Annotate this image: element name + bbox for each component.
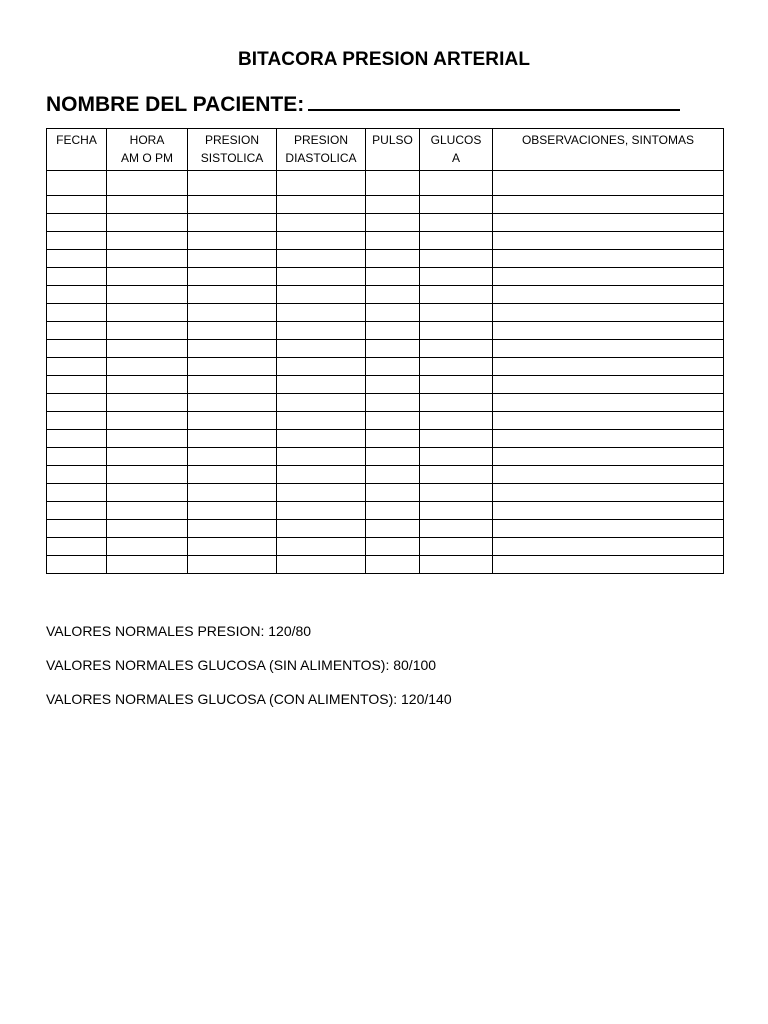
table-row	[47, 430, 724, 448]
table-row	[47, 358, 724, 376]
table-cell-glucosa[interactable]	[420, 430, 493, 448]
table-cell-sistolica[interactable]	[188, 376, 277, 394]
table-cell-fecha[interactable]	[47, 448, 107, 466]
header-fecha-line-1: FECHA	[56, 133, 97, 147]
table-cell-glucosa[interactable]	[420, 376, 493, 394]
table-cell-glucosa[interactable]	[420, 214, 493, 232]
header-sistolica-line-1: PRESION	[204, 133, 259, 147]
table-cell-observaciones[interactable]	[493, 340, 724, 358]
table-cell-sistolica[interactable]	[188, 502, 277, 520]
table-body	[47, 171, 724, 574]
table-cell-sistolica[interactable]	[188, 232, 277, 250]
table-cell-pulso[interactable]	[366, 322, 420, 340]
table-cell-glucosa[interactable]	[420, 171, 493, 196]
table-cell-pulso[interactable]	[366, 171, 420, 196]
table-cell-pulso[interactable]	[366, 214, 420, 232]
table-cell-diastolica[interactable]	[277, 484, 366, 502]
table-cell-hora[interactable]	[107, 322, 188, 340]
table-cell-diastolica[interactable]	[277, 232, 366, 250]
table-cell-glucosa[interactable]	[420, 412, 493, 430]
table-cell-fecha[interactable]	[47, 286, 107, 304]
table-row	[47, 214, 724, 232]
table-cell-glucosa[interactable]	[420, 538, 493, 556]
table-cell-pulso[interactable]	[366, 196, 420, 214]
table-cell-observaciones[interactable]	[493, 322, 724, 340]
table-cell-glucosa[interactable]	[420, 286, 493, 304]
table-cell-pulso[interactable]	[366, 268, 420, 286]
table-cell-hora[interactable]	[107, 430, 188, 448]
table-cell-diastolica[interactable]	[277, 196, 366, 214]
table-cell-pulso[interactable]	[366, 394, 420, 412]
table-cell-fecha[interactable]	[47, 556, 107, 574]
table-row	[47, 268, 724, 286]
table-cell-glucosa[interactable]	[420, 304, 493, 322]
table-cell-diastolica[interactable]	[277, 304, 366, 322]
table-cell-glucosa[interactable]	[420, 448, 493, 466]
table-cell-observaciones[interactable]	[493, 556, 724, 574]
table-cell-observaciones[interactable]	[493, 250, 724, 268]
header-glucosa-line-2: A	[451, 151, 460, 165]
table-cell-fecha[interactable]	[47, 358, 107, 376]
table-cell-sistolica[interactable]	[188, 556, 277, 574]
table-row	[47, 304, 724, 322]
table-cell-hora[interactable]	[107, 286, 188, 304]
table-cell-observaciones[interactable]	[493, 214, 724, 232]
table-cell-pulso[interactable]	[366, 538, 420, 556]
table-cell-hora[interactable]	[107, 214, 188, 232]
table-row	[47, 484, 724, 502]
table-cell-diastolica[interactable]	[277, 358, 366, 376]
table-cell-observaciones[interactable]	[493, 484, 724, 502]
table-cell-sistolica[interactable]	[188, 430, 277, 448]
table-cell-glucosa[interactable]	[420, 358, 493, 376]
table-cell-glucosa[interactable]	[420, 340, 493, 358]
table-cell-sistolica[interactable]	[188, 484, 277, 502]
table-row	[47, 322, 724, 340]
table-cell-pulso[interactable]	[366, 286, 420, 304]
table-cell-pulso[interactable]	[366, 430, 420, 448]
table-cell-observaciones[interactable]	[493, 196, 724, 214]
normal-values-glucosa-sin-alimentos: VALORES NORMALES GLUCOSA (SIN ALIMENTOS): 80/100	[46, 657, 437, 673]
table-cell-fecha[interactable]	[47, 268, 107, 286]
table-cell-hora[interactable]	[107, 538, 188, 556]
table-cell-sistolica[interactable]	[188, 250, 277, 268]
table-row	[47, 520, 724, 538]
table-cell-observaciones[interactable]	[493, 466, 724, 484]
table-row	[47, 232, 724, 250]
table-cell-diastolica[interactable]	[277, 286, 366, 304]
table-cell-hora[interactable]	[107, 502, 188, 520]
header-hora-line-1: HORA	[129, 133, 165, 147]
header-presion-sistolica	[188, 129, 277, 171]
table-cell-diastolica[interactable]	[277, 376, 366, 394]
table-row	[47, 286, 724, 304]
table-cell-hora[interactable]	[107, 196, 188, 214]
header-sistolica-line-2: SISTOLICA	[200, 151, 264, 165]
table-cell-fecha[interactable]	[47, 466, 107, 484]
patient-name-line	[46, 89, 680, 117]
table-cell-glucosa[interactable]	[420, 394, 493, 412]
table-cell-sistolica[interactable]	[188, 196, 277, 214]
table-cell-diastolica[interactable]	[277, 538, 366, 556]
patient-name-blank[interactable]	[308, 89, 680, 111]
table-cell-sistolica[interactable]	[188, 171, 277, 196]
table-row	[47, 412, 724, 430]
table-cell-fecha[interactable]	[47, 214, 107, 232]
table-row	[47, 340, 724, 358]
table-cell-fecha[interactable]	[47, 430, 107, 448]
header-diastolica-line-1: PRESION	[293, 133, 348, 147]
table-cell-pulso[interactable]	[366, 304, 420, 322]
table-cell-diastolica[interactable]	[277, 448, 366, 466]
table-cell-diastolica[interactable]	[277, 466, 366, 484]
table-cell-diastolica[interactable]	[277, 171, 366, 196]
table-cell-hora[interactable]	[107, 268, 188, 286]
table-cell-hora[interactable]	[107, 394, 188, 412]
table-cell-observaciones[interactable]	[493, 304, 724, 322]
table-cell-pulso[interactable]	[366, 502, 420, 520]
table-cell-diastolica[interactable]	[277, 322, 366, 340]
table-cell-sistolica[interactable]	[188, 358, 277, 376]
table-cell-hora[interactable]	[107, 520, 188, 538]
table-cell-observaciones[interactable]	[493, 286, 724, 304]
header-hora-line-2: AM O PM	[120, 151, 173, 165]
table-cell-diastolica[interactable]	[277, 268, 366, 286]
normal-values-glucosa-con-alimentos: VALORES NORMALES GLUCOSA (CON ALIMENTOS): 120/140	[46, 691, 452, 707]
table-cell-hora[interactable]	[107, 232, 188, 250]
table-row	[47, 502, 724, 520]
header-pulso	[366, 129, 420, 171]
table-header-row	[47, 129, 724, 171]
table-cell-diastolica[interactable]	[277, 214, 366, 232]
table-cell-sistolica[interactable]	[188, 538, 277, 556]
table-row	[47, 448, 724, 466]
table-cell-hora[interactable]	[107, 304, 188, 322]
table-cell-observaciones[interactable]	[493, 448, 724, 466]
table-cell-fecha[interactable]	[47, 171, 107, 196]
table-cell-hora[interactable]	[107, 250, 188, 268]
table-cell-pulso[interactable]	[366, 466, 420, 484]
table-cell-observaciones[interactable]	[493, 376, 724, 394]
table-row	[47, 394, 724, 412]
table-cell-fecha[interactable]	[47, 376, 107, 394]
table-cell-hora[interactable]	[107, 171, 188, 196]
table-row	[47, 538, 724, 556]
table-cell-glucosa[interactable]	[420, 502, 493, 520]
header-diastolica-line-2: DIASTOLICA	[285, 151, 357, 165]
table-cell-fecha[interactable]	[47, 322, 107, 340]
header-fecha	[47, 129, 107, 171]
table-cell-pulso[interactable]	[366, 232, 420, 250]
table-cell-hora[interactable]	[107, 466, 188, 484]
table-cell-fecha[interactable]	[47, 484, 107, 502]
table-cell-pulso[interactable]	[366, 340, 420, 358]
table-cell-pulso[interactable]	[366, 412, 420, 430]
table-row	[47, 250, 724, 268]
table-cell-sistolica[interactable]	[188, 304, 277, 322]
table-row	[47, 556, 724, 574]
page-title: BITACORA PRESION ARTERIAL	[237, 49, 531, 70]
table-cell-fecha[interactable]	[47, 538, 107, 556]
table-cell-sistolica[interactable]	[188, 268, 277, 286]
table-row	[47, 376, 724, 394]
table-cell-glucosa[interactable]	[420, 322, 493, 340]
table-cell-glucosa[interactable]	[420, 484, 493, 502]
table-cell-glucosa[interactable]	[420, 250, 493, 268]
table-cell-pulso[interactable]	[366, 520, 420, 538]
table-cell-observaciones[interactable]	[493, 412, 724, 430]
table-cell-sistolica[interactable]	[188, 286, 277, 304]
table-cell-pulso[interactable]	[366, 556, 420, 574]
table-cell-fecha[interactable]	[47, 250, 107, 268]
table-cell-observaciones[interactable]	[493, 268, 724, 286]
table-cell-diastolica[interactable]	[277, 394, 366, 412]
table-cell-sistolica[interactable]	[188, 322, 277, 340]
table-cell-fecha[interactable]	[47, 520, 107, 538]
table-cell-hora[interactable]	[107, 448, 188, 466]
table-cell-diastolica[interactable]	[277, 340, 366, 358]
table-cell-glucosa[interactable]	[420, 466, 493, 484]
table-cell-hora[interactable]	[107, 340, 188, 358]
table-cell-sistolica[interactable]	[188, 520, 277, 538]
table-cell-observaciones[interactable]	[493, 538, 724, 556]
table-cell-fecha[interactable]	[47, 304, 107, 322]
table-cell-hora[interactable]	[107, 376, 188, 394]
table-row	[47, 466, 724, 484]
table-cell-sistolica[interactable]	[188, 412, 277, 430]
table-row	[47, 196, 724, 214]
table-cell-fecha[interactable]	[47, 232, 107, 250]
table-cell-fecha[interactable]	[47, 340, 107, 358]
header-presion-diastolica	[277, 129, 366, 171]
table-cell-diastolica[interactable]	[277, 430, 366, 448]
table-cell-diastolica[interactable]	[277, 250, 366, 268]
header-pulso-line-1: PULSO	[372, 133, 413, 147]
table-cell-fecha[interactable]	[47, 394, 107, 412]
table-cell-hora[interactable]	[107, 484, 188, 502]
table-cell-sistolica[interactable]	[188, 466, 277, 484]
table-cell-sistolica[interactable]	[188, 394, 277, 412]
table-cell-sistolica[interactable]	[188, 340, 277, 358]
table-cell-pulso[interactable]	[366, 358, 420, 376]
table-cell-diastolica[interactable]	[277, 502, 366, 520]
table-cell-observaciones[interactable]	[493, 232, 724, 250]
table-cell-fecha[interactable]	[47, 502, 107, 520]
table-cell-fecha[interactable]	[47, 412, 107, 430]
table-cell-hora[interactable]	[107, 358, 188, 376]
table-cell-pulso[interactable]	[366, 448, 420, 466]
table-cell-fecha[interactable]	[47, 196, 107, 214]
table-cell-glucosa[interactable]	[420, 556, 493, 574]
normal-values-section	[46, 614, 452, 716]
header-hora	[107, 129, 188, 171]
table-cell-pulso[interactable]	[366, 376, 420, 394]
table-cell-diastolica[interactable]	[277, 556, 366, 574]
table-cell-observaciones[interactable]	[493, 520, 724, 538]
table-cell-pulso[interactable]	[366, 484, 420, 502]
patient-name-label: NOMBRE DEL PACIENTE:	[46, 93, 305, 116]
table-cell-glucosa[interactable]	[420, 268, 493, 286]
table-cell-hora[interactable]	[107, 556, 188, 574]
table-cell-glucosa[interactable]	[420, 232, 493, 250]
table-cell-observaciones[interactable]	[493, 171, 724, 196]
table-cell-sistolica[interactable]	[188, 448, 277, 466]
table-cell-observaciones[interactable]	[493, 502, 724, 520]
table-cell-glucosa[interactable]	[420, 520, 493, 538]
normal-values-presion: VALORES NORMALES PRESION: 120/80	[46, 623, 312, 639]
table-row	[47, 171, 724, 196]
table-cell-hora[interactable]	[107, 412, 188, 430]
header-observaciones-line-1: OBSERVACIONES, SINTOMAS	[521, 133, 695, 147]
table-cell-observaciones[interactable]	[493, 358, 724, 376]
header-observaciones	[493, 129, 724, 171]
table-cell-observaciones[interactable]	[493, 430, 724, 448]
table-cell-glucosa[interactable]	[420, 196, 493, 214]
blood-pressure-log-table	[46, 128, 724, 574]
header-glucosa-line-1: GLUCOS	[430, 133, 482, 147]
table-cell-observaciones[interactable]	[493, 394, 724, 412]
table-cell-diastolica[interactable]	[277, 412, 366, 430]
table-cell-diastolica[interactable]	[277, 520, 366, 538]
table-cell-pulso[interactable]	[366, 250, 420, 268]
header-glucosa	[420, 129, 493, 171]
table-cell-sistolica[interactable]	[188, 214, 277, 232]
